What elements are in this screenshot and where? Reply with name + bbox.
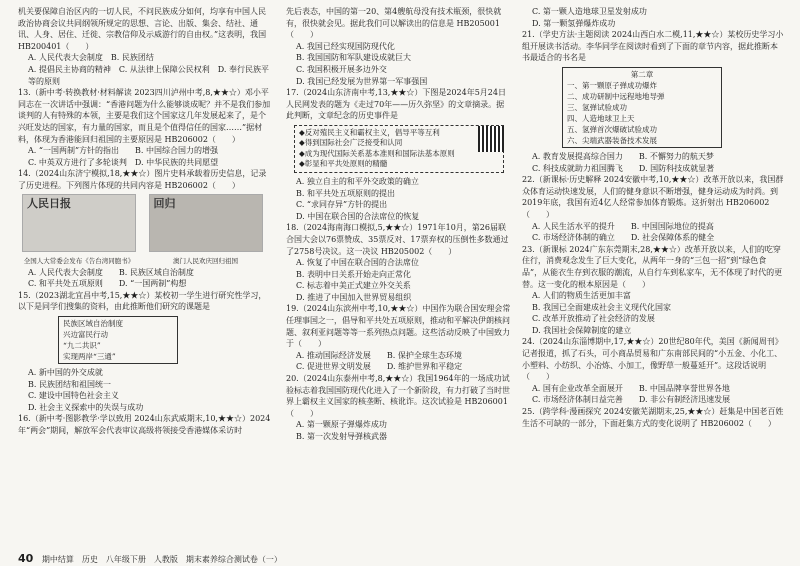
answer-option: D. 我国已经发展为世界第一军事强国: [296, 76, 428, 86]
answer-option: C. 市场经济体制日益完善 D. 非公有制经济迅速发展: [532, 395, 731, 405]
answer-option: A. 人民代表大会制度 B. 民族团结: [28, 53, 154, 63]
answer-option: C. 和平共处五项原则 D. “一国两制”构想: [28, 279, 187, 289]
box-line: 四、人造地球卫上天: [567, 113, 635, 123]
image-caption: 全国人大常委会发布《告台湾同胞书》: [23, 257, 135, 266]
answer-option: B. 民族团结和祖国统一: [28, 379, 111, 389]
box-line: 三、氢弹试验成功: [567, 102, 627, 112]
column-right: [522, 6, 784, 429]
answer-option: A. 人民代表大会制度 B. 民族区域自治制度: [28, 267, 194, 277]
question-text: 18.（2024海南海口模拟,5,★★☆）1971年10月，第26届联合国大会以76票赞成、35票反对、17票弃权的压倒性多数通过了2758号决议。这一决议 HB205002（ ）: [286, 223, 509, 256]
answer-option: B. 第一次发射导弹核武器: [296, 432, 387, 441]
question-text: 14.（2024山东济宁模拟,18,★★☆）图片史料承载着历史信息，记录了历史进程。下列图片体现的共同内容是 HB206002（ ）: [18, 169, 267, 190]
question-text: 25.（跨学科·漫画探究 2024安徽芜湖期末,25,★★☆）赶集是中国老百姓生活不可缺的一部分，下面赶集方式的变化说明了 HB206002（ ）: [522, 407, 784, 428]
box-line: 五、氢弹首次爆破试验成功: [567, 124, 657, 134]
box-line: 实现两岸“三通”: [63, 352, 116, 362]
answer-option: D. 第一颗氢弹爆炸成功: [532, 18, 616, 28]
answer-option: C. 科技成就助力祖国腾飞 D. 国防科技成就显著: [532, 163, 715, 173]
answer-option: C. 改革开放推动了社会经济的发展: [532, 314, 655, 324]
box-line: 兴边富民行动: [63, 330, 108, 340]
answer-option: C. 第一颗人造地球卫星发射成功: [532, 7, 647, 16]
answer-option: A. 提倡民主协商的精神 C. 从法律上保障公民权利 D. 奉行民族平等的原则: [28, 64, 269, 86]
box-line: 二、成功研制中远程地地导弹: [567, 91, 665, 101]
answer-option: A. 独立自主的和平外交政策的确立: [296, 176, 419, 186]
answer-option: C. 促进世界文明发展 D. 维护世界和平稳定: [296, 362, 463, 372]
answer-option: B. 表明中日关系开始走向正常化: [296, 269, 411, 279]
question-text: 22.（新课标·历史解释 2024安徽中考,10,★★☆）改革开放以来，我国群众体育运动快速发展，人们的健身意识不断增强，健身运动成为时尚。到2019年底，我国有近4亿人经常参加体育锻炼。这折射出 HB206002（ ）: [522, 175, 784, 219]
answer-option: C. 中英双方进行了多轮谈判 D. 中华民族的共同愿望: [28, 157, 219, 167]
answer-option: B. 我国国防和军队建设成就巨大: [296, 53, 411, 63]
question-text: 19.（2024山东滨州中考,10,★★☆）中国作为联合国安理会常任理事国之一，倡导和平共处五项原则，推动和平解决伊朗核问题、叙利亚问题等等一系列热点问题。这些活动反映了中国致力于（ ）: [286, 304, 511, 349]
box-line: ◆反对殖民主义和霸权主义，倡导平等互利: [299, 127, 440, 137]
answer-option: A. 教育发展提高综合国力 B. 不懈努力的航天梦: [532, 151, 714, 161]
column-middle: [286, 6, 512, 443]
material-box: [294, 125, 504, 173]
answer-option: D. 推进了中国加入世界贸易组织: [296, 292, 412, 302]
column-left: [18, 6, 272, 437]
answer-option: A. 我国已经实现国防现代化: [296, 41, 395, 51]
newspaper-image: 人民日报: [22, 194, 136, 252]
question-text: 16.（新中考·图影教学·学以致用 2024山东武威期末,10,★★☆）2024年“两会”期间，解放军会代表审议高级将领接受香港媒体采访时: [18, 414, 271, 436]
macao-image: 回归: [149, 194, 263, 252]
box-line: 六、尖端武器装备技术发展: [567, 135, 657, 145]
page-footer: [18, 552, 282, 565]
answer-option: A. “一国两制”方针的指出 B. 中国综合国力的增强: [28, 146, 219, 156]
image-row: [22, 194, 272, 267]
answer-option: A. 人民生活水平的提升 B. 中国国际地位的提高: [532, 221, 714, 231]
answer-option: A. 新中国的外交成就: [28, 368, 103, 378]
material-box: [562, 67, 722, 148]
answer-option: A. 恢复了中国在联合国的合法席位: [296, 258, 419, 268]
answer-option: C. 建设中国特色社会主义: [28, 391, 119, 401]
answer-option: A. 人们的物质生活更加丰富: [532, 291, 631, 301]
box-line: ◆彰显和平共处原则的精髓: [299, 159, 388, 169]
answer-option: B. 我国已全面建成社会主义现代化国家: [532, 302, 671, 312]
box-line: “九二共识”: [63, 341, 101, 351]
box-line: 一、第一颗原子弹成功爆炸: [567, 80, 657, 90]
answer-option: A. 国有企业改革全面展开 B. 中国品牌享誉世界各地: [532, 383, 730, 393]
question-text: 13.（新中考·转换教材·材料解读 2023四川泸州中考,8,★★☆）邓小平同志在一次讲话中强调：“香港问题为什么能够谈成呢？并不是我们参加谈判的人有特殊的本领，主要是我们这个国家这几年发展起来了，是个兴旺发达的国家，有力量的国家，而且是个值得信任的国家……”据材料，体现为香港能回归祖国的主要原因是 HB206002（ ）: [18, 88, 271, 144]
question-text: 15.（2023湖北宜昌中考,15,★★☆）某校初一学生进行研究性学习，以下是同学们搜集的资料，由此推断他们研究的课题是: [18, 290, 267, 312]
answer-option: D. 中国在联合国的合法席位的恢复: [296, 211, 420, 221]
answer-option: C. 标志着中美正式建立外交关系: [296, 281, 411, 291]
answer-option: C. 市场经济体制的确立 D. 社会保障体系的健全: [532, 233, 715, 243]
image-caption: 澳门人民欢庆回归祖国: [173, 257, 239, 266]
answer-option: A. 推动国际经济发展 B. 保护全球生态环境: [296, 350, 462, 360]
answer-option: C. 我国积极开展多边外交: [296, 64, 387, 74]
answer-option: A. 第一颗原子弹爆炸成功: [296, 420, 387, 430]
question-text: 24.（2024山东淄博期中,17,★★☆）20世纪80年代，美国《新闻周刊》记者报道，抓了石头，可小商品贸易和广东南部民间的“小五金、小化工、小塑料、小纺织、小冶炼、小加工，像野草一般蔓延开”。这段话说明（ ）: [522, 337, 783, 382]
question-text: 23.（新课标 2024广东东莞期末,28,★★☆）改革开放以来，人们的吃穿住行，消费观念发生了巨大变化，从两年一身的“三包一招”到“绿色食品”，从能衣生存到衣服的潮流，从自行车到私家车，无不体现了时代的更替。这一变化的根本原因是（ ）: [522, 244, 783, 289]
box-title: 第二章: [630, 69, 654, 79]
answer-option: C. “求同存异”方针的提出: [296, 200, 388, 210]
question-text: 20.（2024山东泰州中考,8,★★☆）我国1964年的一场成功试验标志着我国国防现代化进入了一个新阶段，有力打破了当时世界上霸权主义国家的核垄断、核讹诈。这次试验是 HB206001（ ）: [286, 374, 510, 418]
answer-option: D. 社会主义探索中的失误与成功: [28, 402, 144, 412]
box-line: ◆成为现代国际关系基本准则和国际法基本原则: [299, 148, 455, 158]
question-text: 17.（2024山东济南中考,13,★★☆）下图是2024年5月24日人民网发表的题为《走过70年——历久弥坚》的文章摘录。据此判断，文章纪念的历史事件是: [286, 88, 506, 121]
page-number: 40: [18, 552, 34, 565]
material-box: [58, 316, 178, 364]
question-text: 21.（学史方法·主题阅读 2024山西白水二模,11,★★☆）某校历史学习小组开展读书活动。李华同学在阅读时看到了下面的章节内容，据此推断本书最适合的书名是: [522, 30, 784, 63]
answer-option: D. 我国社会保障制度的建立: [532, 325, 632, 335]
qr-code-icon: [478, 126, 504, 152]
answer-option: B. 和平共处五项原则的提出: [296, 188, 395, 198]
footer-text: 期中结算 历史 八年级下册 人教版 期末素养综合测试卷（一）: [41, 555, 282, 564]
question-text: 先后表态，中国的第一20、第4艘航母没有技术瓶颈，很快就有，很快就会见。据此我们可以解读出的信息是 HB205001（ ）: [286, 7, 502, 40]
box-line: ◆得到国际社会广泛接受和认同: [299, 138, 403, 148]
question-text: 机关要保障自治区内的一切人民，不问民族成分如何，均享有中国人民政治协商会议共同纲领所规定的思想、言论、出版、集会、结社、通讯、人身、居住、迁徙、宗教信仰及示威游行的自由权。”这表明，我国 HB200401（ ）: [18, 7, 267, 51]
box-line: 民族区域自治制度: [63, 319, 123, 329]
